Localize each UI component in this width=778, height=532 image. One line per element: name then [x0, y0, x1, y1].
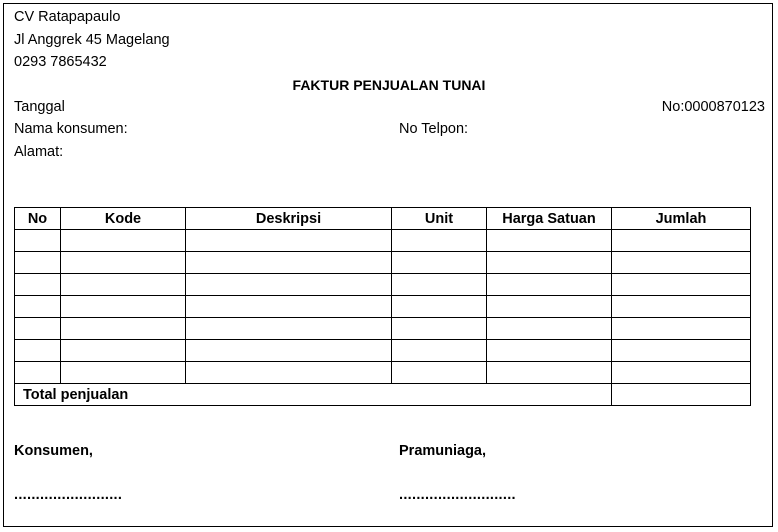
- table-cell: [392, 362, 487, 384]
- table-cell: [612, 340, 751, 362]
- table-cell: [15, 230, 61, 252]
- table-cell: [61, 252, 186, 274]
- invoice-title: FAKTUR PENJUALAN TUNAI: [292, 77, 486, 93]
- sales-signature-label: Pramuniaga,: [399, 443, 487, 459]
- table-cell: [392, 274, 487, 296]
- table-cell: [61, 362, 186, 384]
- table-cell: [15, 296, 61, 318]
- total-value-cell: [612, 384, 751, 406]
- customer-signature-label: Konsumen,: [14, 443, 93, 459]
- items-table: [14, 207, 751, 406]
- table-cell: [487, 274, 612, 296]
- table-cell: [392, 296, 487, 318]
- table-cell: [15, 362, 61, 384]
- header-harga-satuan: Harga Satuan: [487, 208, 612, 230]
- table-cell: [487, 362, 612, 384]
- table-row: [15, 318, 751, 340]
- company-phone: 0293 7865432: [14, 54, 107, 70]
- invoice-number: No:0000870123: [661, 99, 765, 115]
- table-cell: [392, 318, 487, 340]
- table-row: [15, 274, 751, 296]
- customer-name-label: Nama konsumen:: [14, 121, 128, 137]
- header-jumlah: Jumlah: [612, 208, 751, 230]
- table-cell: [487, 340, 612, 362]
- table-cell: [186, 252, 392, 274]
- header-deskripsi: Deskripsi: [186, 208, 392, 230]
- customer-signature-line: .........................: [14, 487, 123, 503]
- table-cell: [15, 252, 61, 274]
- table-cell: [487, 252, 612, 274]
- table-cell: [15, 318, 61, 340]
- table-cell: [392, 252, 487, 274]
- table-cell: [487, 318, 612, 340]
- table-cell: [61, 296, 186, 318]
- table-cell: [612, 274, 751, 296]
- table-cell: [61, 230, 186, 252]
- table-cell: [61, 340, 186, 362]
- total-row: [15, 384, 751, 406]
- table-row: [15, 362, 751, 384]
- table-cell: [612, 296, 751, 318]
- date-label: Tanggal: [14, 99, 65, 115]
- table-row: [15, 296, 751, 318]
- phone-label: No Telpon:: [399, 121, 469, 137]
- company-address: Jl Anggrek 45 Magelang: [14, 32, 170, 48]
- table-cell: [612, 230, 751, 252]
- header-no: No: [15, 208, 61, 230]
- table-cell: [186, 362, 392, 384]
- table-row: [15, 340, 751, 362]
- sales-signature-line: ...........................: [399, 487, 516, 503]
- table-cell: [612, 362, 751, 384]
- table-cell: [186, 318, 392, 340]
- table-cell: [392, 340, 487, 362]
- table-cell: [186, 230, 392, 252]
- table-cell: [487, 296, 612, 318]
- table-cell: [612, 252, 751, 274]
- header-unit: Unit: [392, 208, 487, 230]
- table-cell: [15, 340, 61, 362]
- table-cell: [15, 274, 61, 296]
- table-cell: [487, 230, 612, 252]
- table-row: [15, 230, 751, 252]
- address-label: Alamat:: [14, 144, 64, 160]
- table-row: [15, 252, 751, 274]
- header-kode: Kode: [61, 208, 186, 230]
- table-cell: [186, 296, 392, 318]
- company-name: CV Ratapapaulo: [14, 9, 121, 25]
- invoice-page: [3, 3, 773, 527]
- table-cell: [61, 318, 186, 340]
- table-cell: [61, 274, 186, 296]
- table-cell: [186, 340, 392, 362]
- table-cell: [186, 274, 392, 296]
- table-cell: [612, 318, 751, 340]
- table-header-row: [15, 208, 751, 230]
- total-label: Total penjualan: [15, 384, 612, 406]
- table-cell: [392, 230, 487, 252]
